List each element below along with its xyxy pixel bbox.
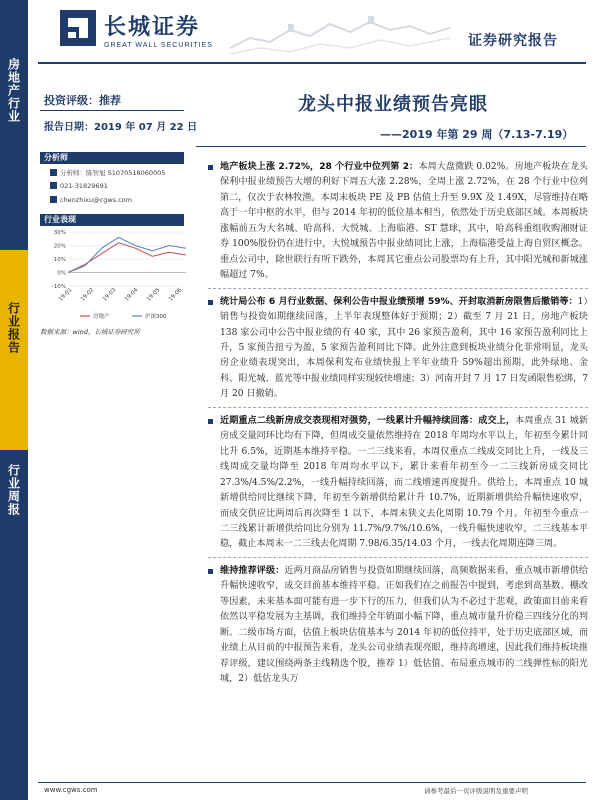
report-title: 龙头中报业绩预告亮眼 — [298, 94, 488, 115]
chart-series-line-real-estate — [68, 243, 186, 273]
bullet-separator — [208, 557, 588, 558]
bullet-separator — [208, 288, 588, 289]
bullet-rating: 维持推荐评级：近两月商品房销售与投资如期继续回落，高频数据来看，重点城市新增供给升幅快速收窄，成交目前基本维持平稳。正如我们在之前报告中提到，考虑到高基数、棚改等因素，未来基本面可能有进一步下行的压力，但我们认为不必过于悲观，政策面目前来看依然以平稳发展为主基调，我们维持全年销面小幅下降，重点城市量升价稳三四线分化的判断。二级市场方面，估值上板块估值基本与 2014 年初的低位持平，处于历史底部区域，而业绩上从目前的中报预告来看，龙头公司业绩表现亮眼，维持高增速，因此我们维持板块推荐评级，建议围绕两条主线精选个股，推荐 1）低估值、布局重点城市的二线弹性标的阳光城，2）低估龙头万 — [208, 564, 588, 688]
chart-y-tick-label: 10% — [53, 257, 66, 263]
company-logo — [60, 10, 213, 60]
chart-section-heading: 行业表现 — [40, 214, 184, 226]
analyst-phone: 021-31829691 — [50, 182, 108, 190]
footer-website-link[interactable]: www.cgws.com — [44, 786, 98, 794]
chart-x-tick-label: 19-03 — [101, 287, 118, 303]
analyst-name: 分析师：陈智旭 S1070518060005 — [50, 168, 165, 177]
logo-english-name: GREAT WALL SECURITIES — [104, 42, 213, 49]
chart-y-tick-label: -10% — [51, 284, 66, 290]
industry-performance-chart — [40, 228, 190, 324]
bullet-transactions: 近期重点二线新房成交表现相对强势，一线累计升幅持续回落：成交上，本周重点 31 城新房成交量同环比均有下降，但周成交量依然维持在 2018 年周均水平以上，年初至今累计同比升 6.5%，近期基本维持平稳。一二三线来看，本周仅重点二线成交同比上升，一线及三线周成交量均降至 2018 年周均水平以下，累计来看年初至今一二三线新房成交同比 27.3%/4.5%/2.2%，一线升幅持续回落，而二线增速再度提升。供给上，本周重点 10 城新增供给同比继续下降，年初至今新增供给累计升 10.7%，近期新增供给升幅快速收窄，而成交供应比两周后再次降至 1 以下，本周末狭义去化周期 10.79 个月。年初至今重点一二三线累计新增供给同比分别为 11.7%/9.7%/10.6%，一线升幅快速收窄，二三线基本平稳，截止本周末一二三线去化周期 7.98/6.35/14.03 个月，一线去化周期连降三周。 — [208, 414, 588, 553]
left-sidebar — [0, 0, 28, 800]
chart-y-tick-label: 20% — [53, 243, 66, 250]
header-divider — [38, 62, 586, 64]
report-subtitle: ——2019 年第 29 周（7.13-7.19） — [380, 128, 574, 141]
bullet-separator — [208, 407, 588, 408]
analyst-email[interactable]: chenzhixu@cgws.com — [50, 196, 132, 204]
investment-rating: 投资评级：推荐 — [44, 94, 121, 107]
title-divider — [196, 146, 586, 147]
chart-x-tick-label: 19-01 — [57, 287, 74, 303]
rating-divider — [40, 110, 184, 111]
analyst-section-heading: 分析师 — [40, 152, 184, 164]
report-date: 报告日期：2019 年 07 月 22 日 — [44, 122, 198, 133]
chart-x-tick-label: 19-04 — [123, 287, 140, 303]
report-type-label: 证券研究报告 — [468, 33, 558, 49]
chart-series-line-csi300 — [68, 237, 186, 272]
person-icon — [50, 169, 57, 176]
chart-x-tick-label: 19-06 — [167, 287, 184, 303]
phone-icon — [50, 182, 57, 189]
chart-x-tick-label: 19-02 — [79, 287, 96, 303]
summary-bullets — [208, 160, 588, 690]
chart-y-tick-label: 0% — [57, 270, 66, 277]
bullet-industry-data: 统计局公布 6 月行业数据、保利公告中报业绩预增 59%、开封取消新房限售后撤销等：1）销售与投资如期继续回落，上半年表现整体好于预期；2）截至 7 月 21 日，房地产板块 138 家公司中公告中报业绩的有 40 家，其中 26 家预告盈利，其中 16 家预告盈利同比上升，5 家预告扭亏为盈，5 家预告盈利同比下降。此外注意到板块业绩分化非常明显，龙头房企业绩表现突出，本周保利发布业绩快报上半年业绩升 59%超出预期，此外绿地、金科、阳光城、蓝光等中报业绩同样实现较快增速；3）河南开封 7 月 17 日发函限售松绑，7 月 20 日撤销。 — [208, 295, 588, 403]
sidebar-report-label: 行业报告 — [0, 250, 28, 450]
chart-x-tick-label: 19-05 — [145, 287, 162, 303]
sidebar-weekly-label: 行业周报 — [0, 450, 28, 800]
logo-mark-icon — [60, 10, 96, 46]
footer-disclaimer: 请参考最后一页评级说明及重要声明 — [424, 787, 528, 795]
chart-source-note: 数据来源：wind，长城证券研究所 — [40, 328, 140, 336]
logo-chinese-name: 长城证券 — [104, 14, 201, 40]
footer-divider — [38, 782, 586, 783]
chart-legend-label: 沪深300 — [145, 314, 167, 320]
bullet-sector-performance: 地产板块上涨 2.72%，28 个行业中位列第 2：本周大盘微跌 0.02%。房地产板块在龙头保利中报业绩预告大增的利好下周五大涨 2.28%，全周上涨 2.72%，在 28 个行业中位列第二，仅次于农林牧渔。本周末板块 PE 及 PB 估值上升至 9.9X 及 1.49X，尽管维持在略高于一年中枢的水平，但与 2014 年初的低位基本相当，依然处于历史底部区域。本周板块涨幅前五为大名城、哈高科、大悦城、上海临港、ST 慧球，其中，哈高科重组收购湘财证券 100%股份仍在进行中，大悦城预告中报业绩同比上涨，上海临港受益上海自贸区概念。重点公司中，除世联行有所下跌外，本周其它重点公司股票均有上升，其中阳光城和新城涨幅超过 7%。 — [208, 160, 588, 284]
email-icon — [50, 196, 57, 203]
chart-legend-label: 房地产 — [93, 314, 110, 320]
chart-y-tick-label: 30% — [53, 230, 66, 236]
great-wall-decoration-icon — [230, 8, 450, 58]
sidebar-sector-label: 房地产行业 — [0, 0, 28, 250]
